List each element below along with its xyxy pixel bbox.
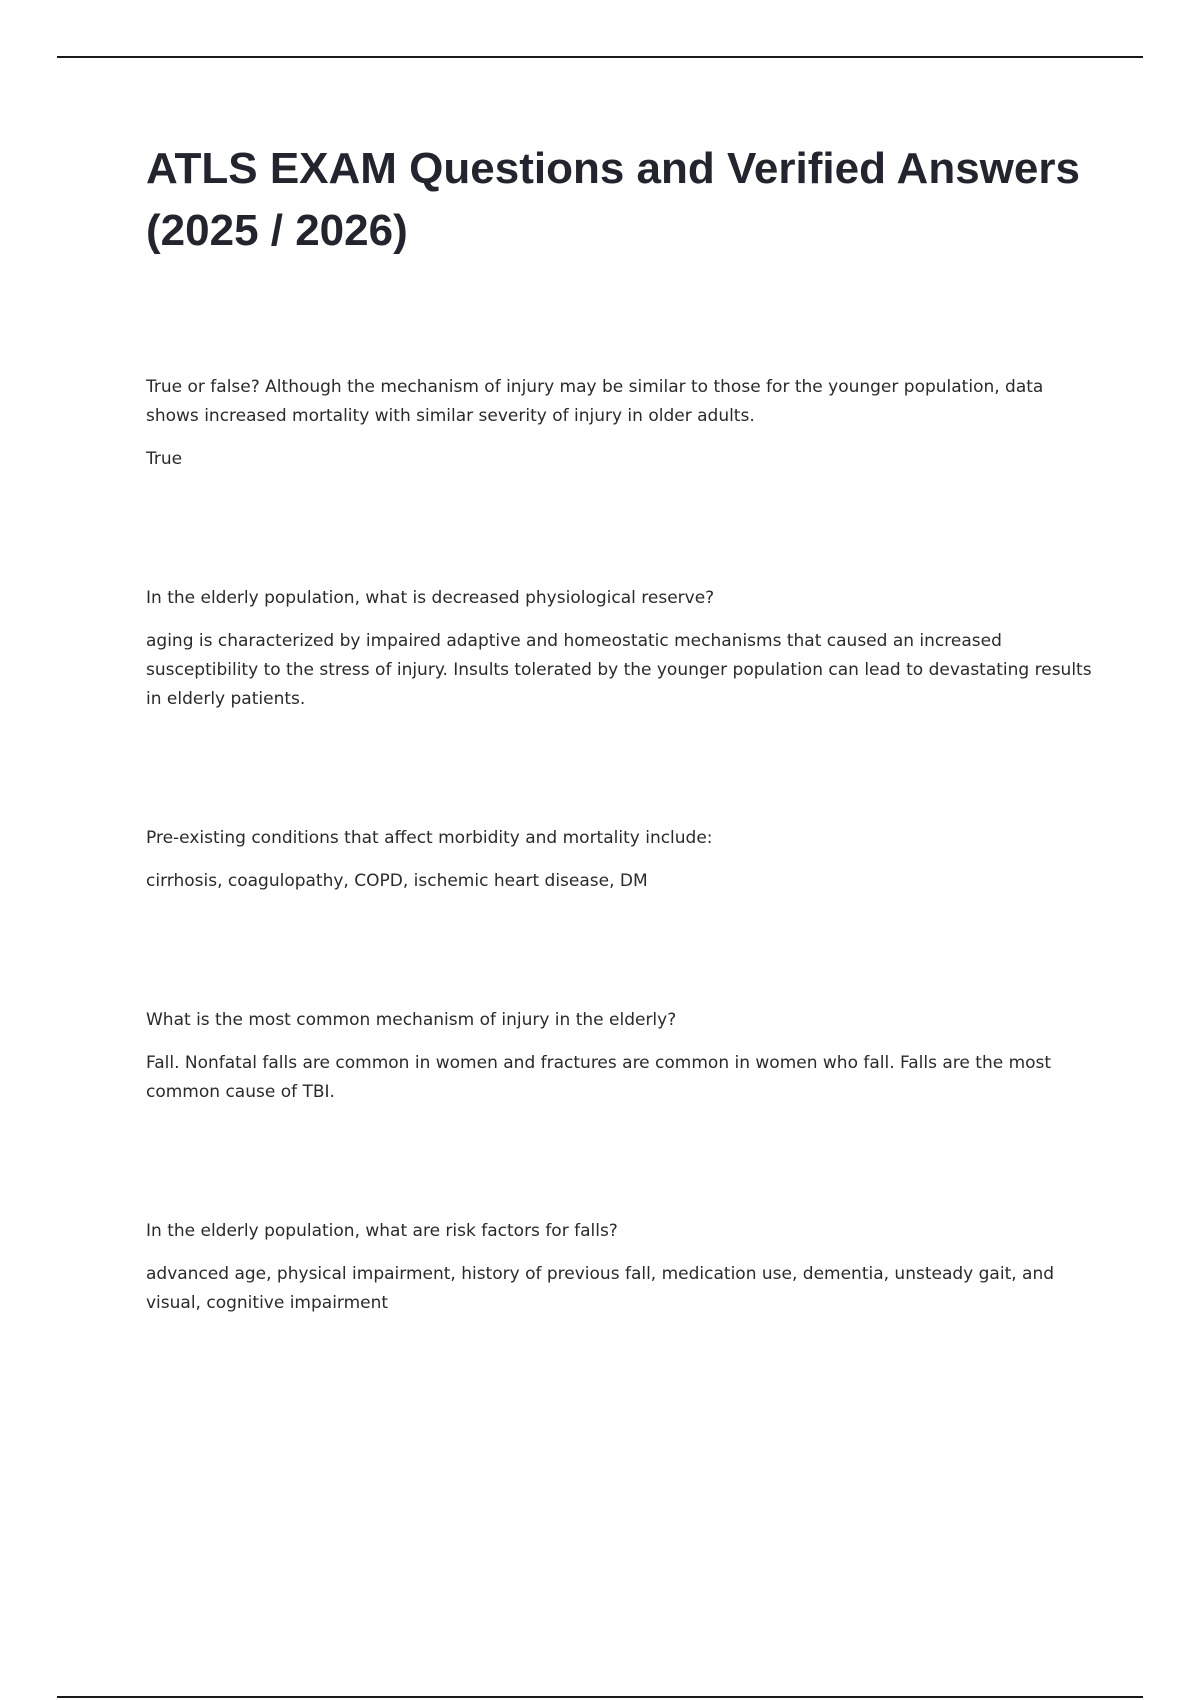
qa-item	[146, 824, 1096, 896]
question-text: Pre-existing conditions that affect morbidity and mortality include:	[146, 828, 713, 848]
qa-item	[146, 1217, 1096, 1318]
answer-text: aging is characterized by impaired adaptive and homeostatic mechanisms that caused an increased susceptibility to the stress of injury. Insults tolerated by the younger population can lead to devastating results in elderly patients.	[146, 631, 1092, 709]
bottom-divider	[57, 1696, 1143, 1698]
qa-item	[146, 1006, 1096, 1107]
qa-item	[146, 373, 1096, 474]
answer-text: cirrhosis, coagulopathy, COPD, ischemic heart disease, DM	[146, 871, 648, 891]
answer-text: True	[146, 449, 183, 469]
top-divider	[57, 56, 1143, 58]
question-text: In the elderly population, what is decreased physiological reserve?	[146, 588, 715, 608]
question-text: True or false? Although the mechanism of injury may be similar to those for the younger population, data shows increased mortality with similar severity of injury in older adults.	[146, 377, 1044, 426]
answer-text: advanced age, physical impairment, history of previous fall, medication use, dementia, unsteady gait, and visual, cognitive impairment	[146, 1264, 1055, 1313]
page-title: ATLS EXAM Questions and Verified Answers (2025 / 2026)	[146, 144, 1080, 255]
answer-text: Fall. Nonfatal falls are common in women and fractures are common in women who fall. Falls are the most common cause of TBI.	[146, 1053, 1052, 1102]
question-text: In the elderly population, what are risk factors for falls?	[146, 1221, 618, 1241]
question-text: What is the most common mechanism of injury in the elderly?	[146, 1010, 677, 1030]
qa-item	[146, 584, 1096, 714]
